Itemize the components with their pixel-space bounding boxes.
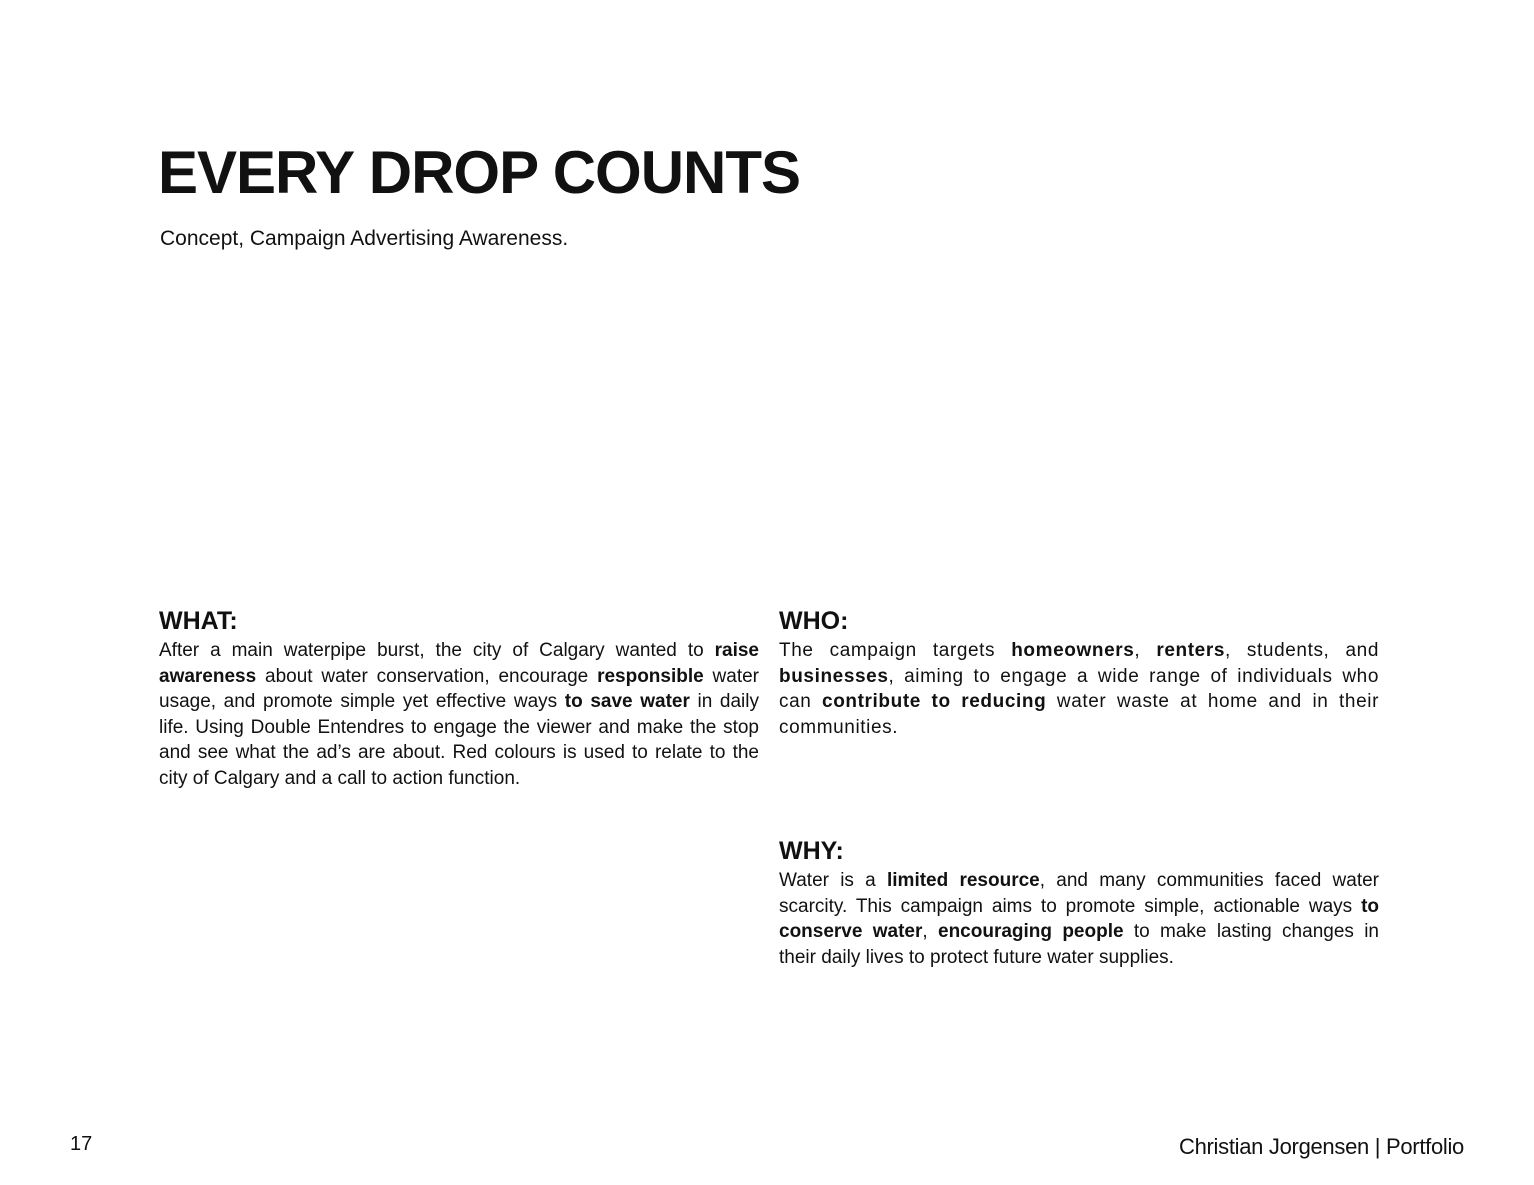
who-emphasis-businesses: businesses <box>779 665 889 687</box>
who-text-2: , <box>1134 640 1157 661</box>
why-text-2: , and many communities faced water scarcity. This campaign aims to promote simple, actionable ways <box>779 870 1380 917</box>
page-number: 17 <box>70 1133 93 1155</box>
section-why <box>779 836 1379 970</box>
section-who <box>779 606 1379 740</box>
why-emphasis-encouraging-people: encouraging people <box>938 921 1124 942</box>
what-text-4: in daily life. Using Double Entendres to engage the viewer and make the stop and see what the ad’s are about. Red colours is used to relate to the city of Calgary and a call to action function. <box>159 691 759 789</box>
section-heading-what: WHAT: <box>159 607 238 635</box>
what-text-2: about water conservation, encourage <box>256 665 598 687</box>
what-text-3: water usage, and promote simple yet effective ways <box>159 665 759 712</box>
who-emphasis-contribute-to-reducing: contribute to reducing <box>822 691 1047 712</box>
who-emphasis-homeowners: homeowners <box>1011 640 1135 661</box>
what-emphasis-raise-awareness: raise awareness <box>159 640 759 687</box>
section-heading-why: WHY: <box>779 837 844 865</box>
what-emphasis-to-save-water: to save water <box>564 691 690 712</box>
what-emphasis-responsible: responsible <box>597 665 704 687</box>
section-body-who <box>779 638 1379 740</box>
page-title: EVERY DROP COUNTS <box>158 139 801 206</box>
why-text-4: to make lasting changes in their daily lives to protect future water supplies. <box>779 921 1379 968</box>
section-heading-who: WHO: <box>779 607 849 635</box>
why-emphasis-to-conserve-water: to conserve water <box>779 895 1379 942</box>
why-text-3: , <box>922 921 938 942</box>
what-text-1: After a main waterpipe burst, the city of Calgary wanted to <box>159 640 715 661</box>
section-body-what <box>159 638 759 791</box>
section-body-why <box>779 868 1379 970</box>
why-text-1: Water is a <box>779 870 887 891</box>
who-emphasis-renters: renters <box>1156 640 1225 661</box>
who-text-1: The campaign targets <box>779 640 1012 661</box>
page-subtitle: Concept, Campaign Advertising Awareness. <box>160 227 569 250</box>
who-text-5: water waste at home and in their communities. <box>779 691 1379 738</box>
who-text-4: , aiming to engage a wide range of individuals who can <box>779 665 1379 712</box>
who-text-3: , students, and <box>1224 640 1379 661</box>
why-emphasis-limited-resource: limited resource <box>887 870 1040 891</box>
section-what <box>159 606 759 791</box>
footer-credit: Christian Jorgensen | Portfolio <box>1178 1134 1464 1159</box>
